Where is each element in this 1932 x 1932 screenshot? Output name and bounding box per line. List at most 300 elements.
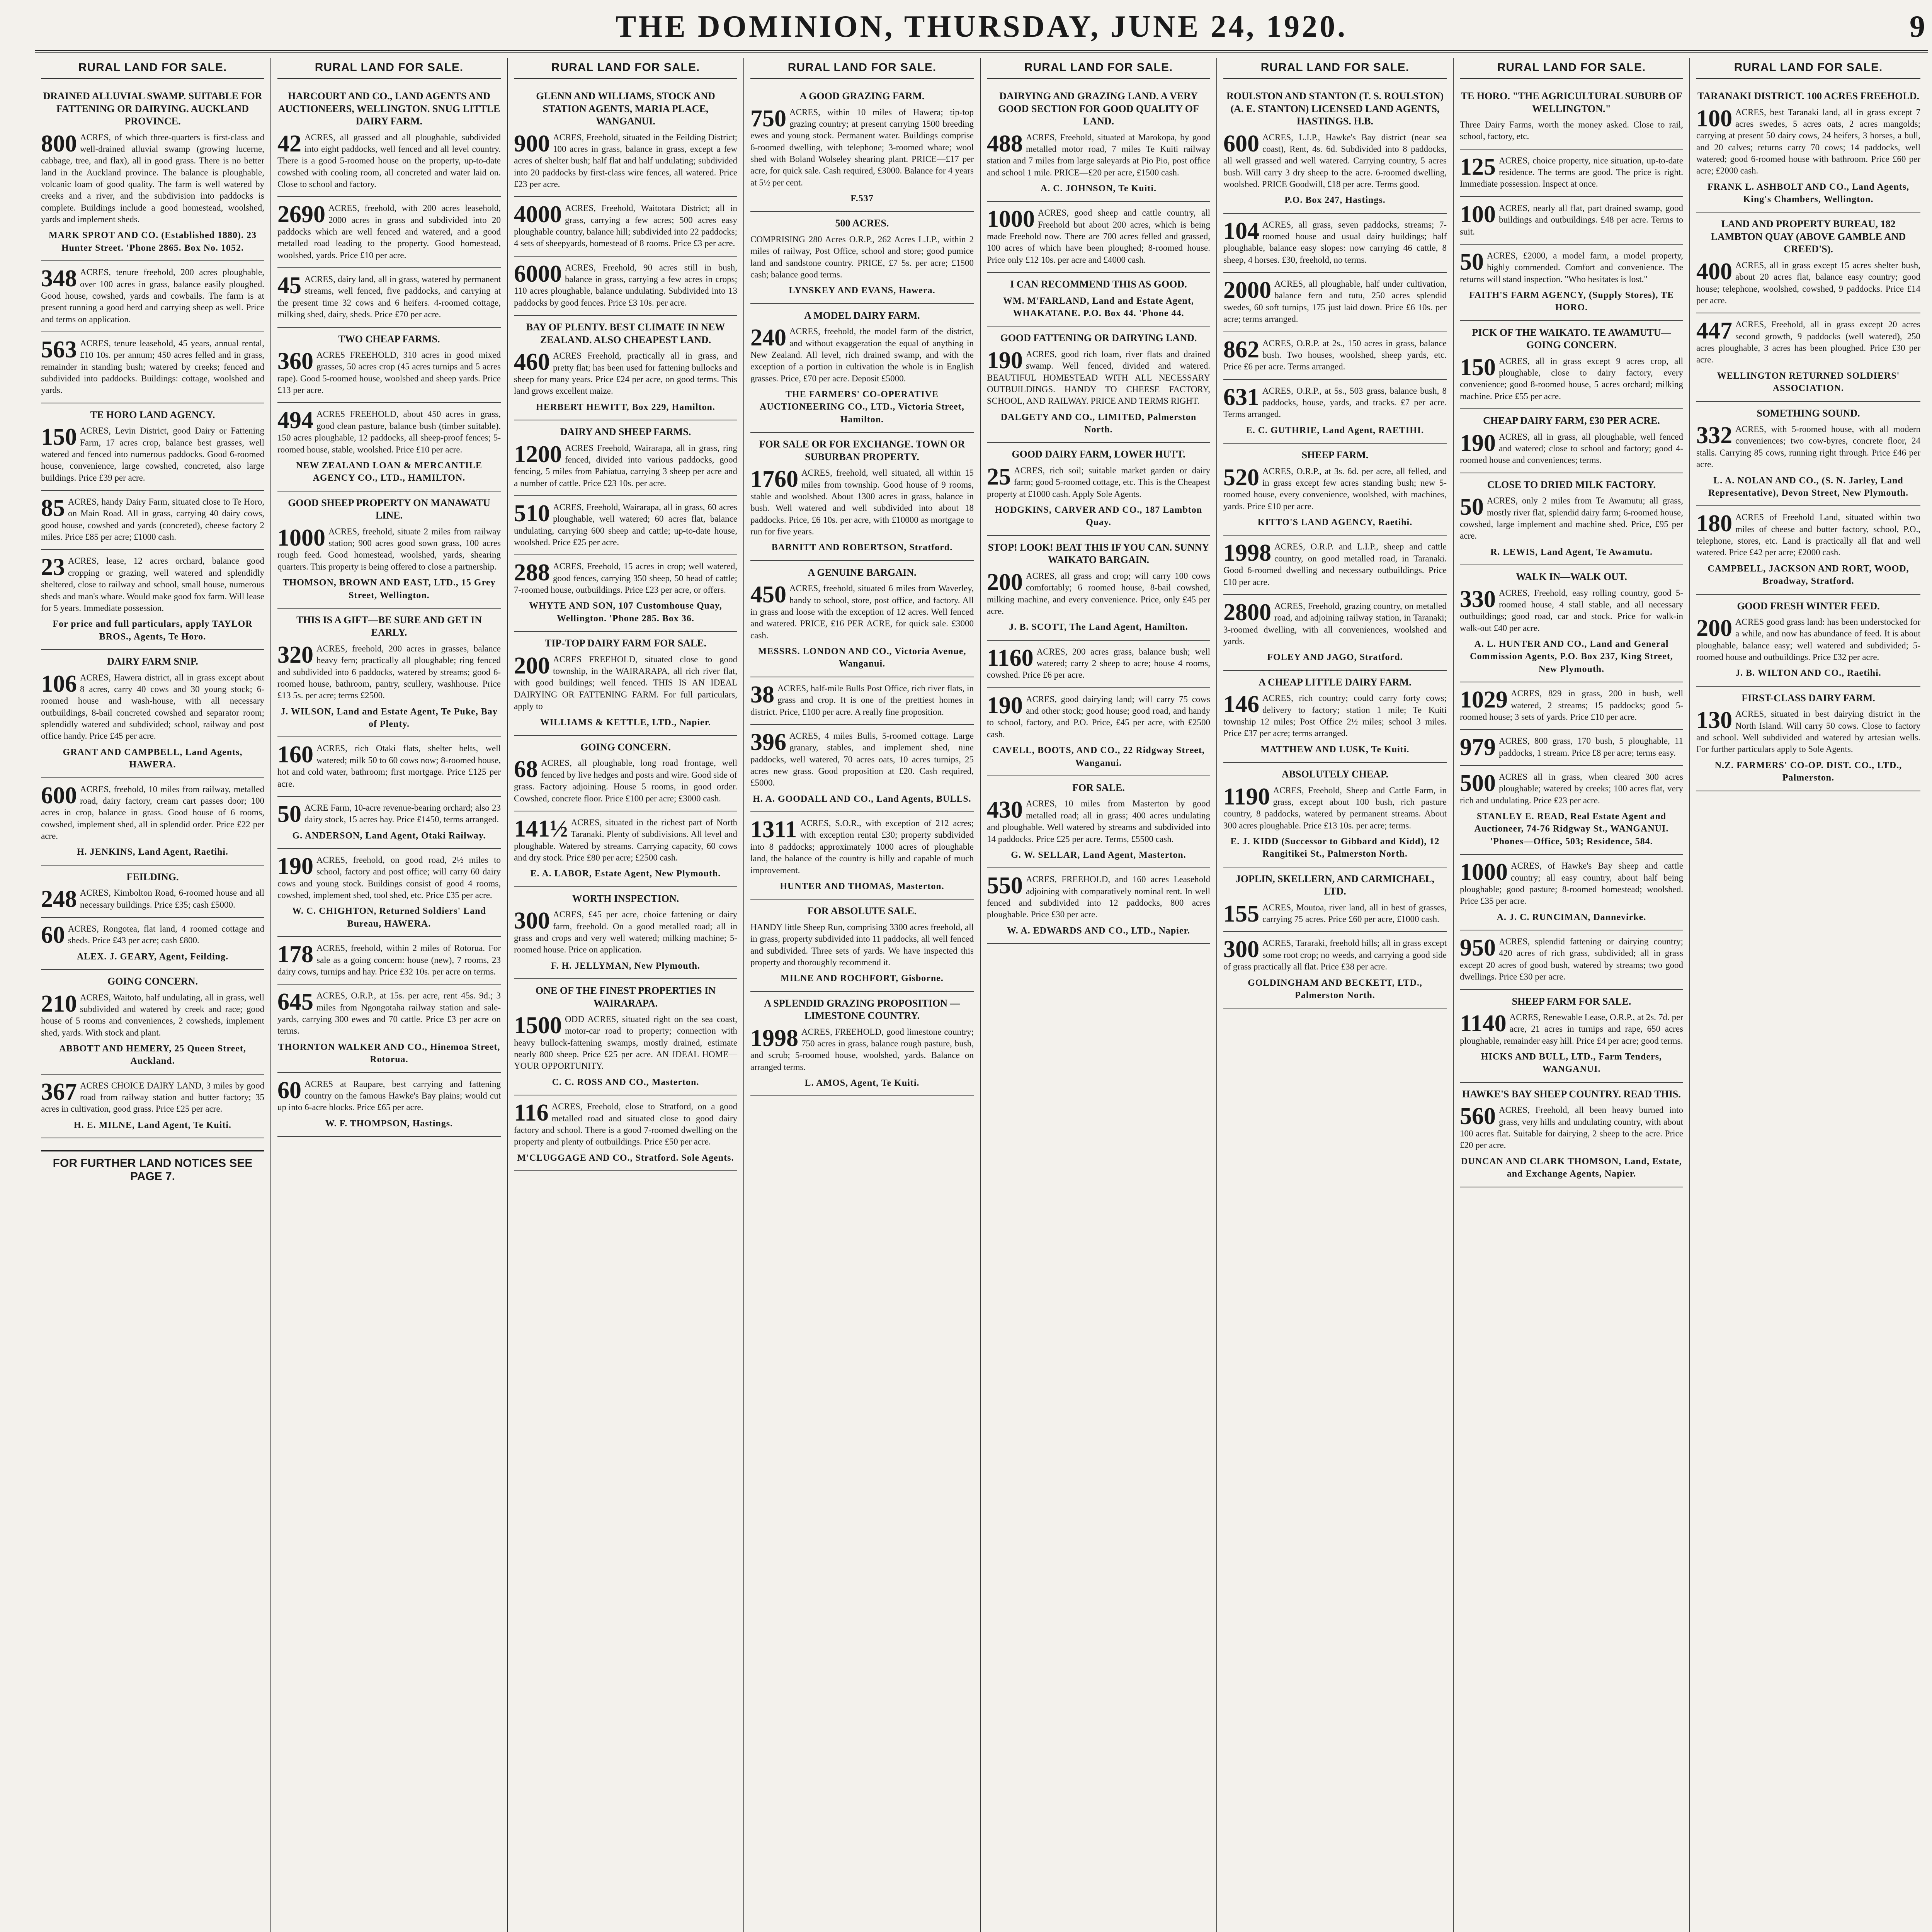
agent-name: H. JENKINS, Land Agent, Raetihi.	[77, 847, 229, 857]
agent-signature	[987, 849, 1210, 861]
acreage-figure: 1000	[987, 206, 1035, 233]
acreage-figure: 488	[987, 130, 1023, 157]
acreage-figure: 520	[1223, 464, 1259, 491]
agent-signature	[987, 925, 1210, 937]
ad-heading: FIRST-CLASS DAIRY FARM.	[1742, 692, 1875, 704]
acreage-figure: 200	[514, 652, 550, 679]
ad-text: ACRES FREEHOLD, situated close to good township, in the WAIRARAPA, all rich river flat, with good buildings; well fenced. THIS IS AN IDEAL DAIRYING OR FATTENING FARM. For full particulars, apply to	[514, 654, 737, 711]
acreage-figure: 862	[1223, 336, 1259, 363]
ad-body	[41, 784, 264, 842]
agent-signature	[750, 972, 974, 985]
ad-body	[41, 496, 264, 543]
land-advertisement	[1223, 536, 1447, 595]
ad-body	[750, 234, 974, 281]
acreage-figure: 141½	[514, 815, 568, 842]
acreage-figure: 210	[41, 990, 77, 1017]
ad-text: ACRES, all in grass except 9 acres crop, all ploughable, close to dairy factory, every convenience; good 8-roomed house, 5 acres orchard; milking machine. Price £55 per acre.	[1460, 356, 1683, 401]
land-advertisement	[277, 328, 501, 403]
land-advertisement	[987, 85, 1210, 202]
land-advertisement	[750, 212, 974, 304]
ad-text: ACRES, Kimbolton Road, 6-roomed house and all necessary buildings. Price £35; cash £5000.	[80, 888, 264, 910]
agent-name: HUNTER AND THOMAS, Masterton.	[780, 881, 944, 891]
land-advertisement	[987, 776, 1210, 868]
ad-text: ACRES, lease, 12 acres orchard, balance good cropping or grazing, well watered and splendidly sheltered, close to railway and school, small house, numerous sheds and man's whare. Would make good fox farm. Will lease for 5 years. Immediate possession.	[41, 556, 264, 613]
land-advertisement	[1460, 85, 1683, 150]
ad-text: ACRE Farm, 10-acre revenue-bearing orchard; also 23 dairy stock, 15 acres hay. Price £1450, terms arranged.	[304, 803, 501, 825]
acreage-figure: 100	[1460, 201, 1496, 228]
agent-signature	[1223, 977, 1447, 1002]
land-advertisement	[41, 491, 264, 550]
agent-name: E. J. KIDD (Successor to Gibbard and Kidd), 12 Rangitikei St., Palmerston North.	[1230, 836, 1440, 859]
column-8	[1690, 58, 1927, 1932]
land-advertisement	[277, 797, 501, 849]
ad-body	[41, 338, 264, 396]
agent-name: W. A. EDWARDS AND CO., LTD., Napier.	[1007, 925, 1190, 936]
land-advertisement	[750, 85, 974, 212]
column-4	[744, 58, 981, 1932]
ad-heading: A GOOD GRAZING FARM.	[799, 90, 925, 102]
land-advertisement	[1223, 332, 1447, 380]
agent-signature	[750, 645, 974, 670]
ad-body	[1696, 616, 1920, 663]
ad-text: ACRES, 10 miles from Masterton by good metalled road; all in grass; 400 acres undulating and ploughable. Well watered by streams and subdivided into 14 paddocks. Price £25 per acre. Terms, £5500 cash.	[987, 799, 1210, 844]
ad-body	[1460, 202, 1683, 238]
land-advertisement	[277, 985, 501, 1073]
land-advertisement	[1223, 671, 1447, 763]
agent-name: H. A. GOODALL AND CO., Land Agents, BULLS.	[753, 794, 971, 804]
ad-text: ACRES, freehold, with 200 acres leasehold, 2000 acres in grass and subdivided into 20 paddocks which are well fenced and watered, and a good metalled road leading to the property. Good homestead, woolshed, yards. Price £10 per acre.	[277, 203, 501, 260]
ad-text: ACRES, Freehold, situated at Marokopa, by good metalled motor road, 7 miles Te Kuiti railway station and 7 miles from large saleyards at Pio Pio, post office and school 1 mile. PRICE—£20 per acre, £1500 cash.	[987, 132, 1210, 177]
ad-text: ACRES, of Hawke's Bay sheep and cattle country; all easy country, about half being ploughable; good pasture; 8-roomed homestead; woolshed. Price £35 per acre.	[1460, 861, 1683, 906]
agent-name: E. A. LABOR, Estate Agent, New Plymouth.	[530, 869, 721, 879]
land-advertisement	[41, 778, 264, 866]
land-advertisement	[514, 811, 737, 887]
acreage-figure: 160	[277, 742, 313, 768]
page-number: 9	[1910, 10, 1925, 44]
land-advertisement	[277, 937, 501, 985]
ad-text: ACRES, O.R.P. at 2s., 150 acres in grass, balance bush. Two houses, woolshed, sheep yards, etc. Price £6 per acre. Terms arranged.	[1223, 338, 1447, 372]
ad-body	[987, 207, 1210, 266]
acreage-figure: 563	[41, 336, 77, 363]
ad-body	[1223, 278, 1447, 325]
ad-body	[1460, 771, 1683, 806]
ad-text: ACRES, Freehold, Wairarapa, all in grass, 60 acres ploughable, well watered; 60 acres flat, balance undulating, carrying 600 sheep and cattle; up-to-date house, woolshed. Price £25 per acre.	[514, 502, 737, 548]
ad-text: ACRES, good dairying land; will carry 75 cows and other stock; good house; good road, and handy to school, factory, and P.O. Price, £45 per acre, with £2500 cash.	[987, 694, 1210, 739]
ad-heading: ONE OF THE FINEST PROPERTIES IN WAIRARAPA.	[536, 985, 716, 1009]
acreage-figure: 6000	[514, 260, 562, 287]
ad-body	[987, 570, 1210, 617]
land-advertisement	[514, 316, 737, 420]
ad-body	[514, 817, 737, 864]
ad-text: ACRES, rich Otaki flats, shelter belts, well watered; milk 50 to 60 cows now; 8-roomed house, hot and cold water, bathroom; first mortgage. Price £125 per acre.	[277, 743, 501, 789]
agent-signature	[750, 793, 974, 805]
acreage-figure: 60	[41, 922, 65, 948]
land-advertisement	[750, 900, 974, 992]
agent-signature	[1223, 516, 1447, 529]
agent-name: A. L. HUNTER AND CO., Land and General Commission Agents, P.O. Box 237, King Street, New Plymouth.	[1470, 639, 1673, 674]
agent-name: ABBOTT AND HEMERY, 25 Queen Street, Auckland.	[59, 1043, 246, 1066]
ad-text: ACRES, FREEHOLD, good limestone country; 750 acres in grass, balance rough pasture, bush, and scrub; 5-roomed house, woolshed, yards. Balance on arranged terms.	[750, 1027, 974, 1072]
acreage-figure: 180	[1696, 510, 1732, 537]
land-advertisement	[277, 268, 501, 327]
classified-columns	[35, 58, 1928, 1932]
agent-name: BARNITT AND ROBERTSON, Stratford.	[771, 543, 953, 553]
ad-text: ACRES, freehold, situate 2 miles from railway station; 900 acres good sown grass, 100 acres rough feed. Good homestead, woolshed, yards, shearing quarters. This property is being offered to close a partnership.	[277, 526, 501, 571]
ad-body	[750, 583, 974, 641]
agent-name: N.Z. FARMERS' CO-OP. DIST. CO., LTD., Palmerston.	[1714, 760, 1902, 783]
ad-body	[514, 654, 737, 713]
column-6	[1217, 58, 1454, 1932]
ad-body	[1696, 423, 1920, 470]
land-advertisement	[1460, 321, 1683, 409]
ad-body	[514, 502, 737, 548]
acreage-figure: 190	[1460, 430, 1496, 456]
ad-text: COMPRISING 280 Acres O.R.P., 262 Acres L.I.P., within 2 miles of railway, Post Office, school and store; good pumice land and sandstone country. PRICE, £7 5s. per acre; £1500 cash; balance good terms.	[750, 234, 974, 279]
acreage-figure: 1000	[277, 524, 325, 551]
agent-name: GRANT AND CAMPBELL, Land Agents, HAWERA.	[63, 747, 243, 770]
acreage-figure: 750	[750, 105, 786, 132]
ad-body	[277, 942, 501, 978]
ad-heading: BAY OF PLENTY. BEST CLIMATE IN NEW ZEALAND. ALSO CHEAPEST LAND.	[526, 321, 725, 345]
acreage-figure: 460	[514, 349, 550, 376]
agent-name: DALGETY AND CO., LIMITED, Palmerston North.	[1000, 412, 1197, 435]
column-7	[1454, 58, 1690, 1932]
ad-heading: FOR ABSOLUTE SALE.	[807, 905, 917, 917]
ad-heading: A GENUINE BARGAIN.	[808, 566, 917, 578]
acreage-figure: 396	[750, 729, 786, 755]
acreage-figure: 130	[1696, 707, 1732, 734]
ad-text: ACRES, tenure freehold, 200 acres ploughable, over 100 acres in grass, balance easily ploughed. Good house, cowshed, yards and cowbails. The farm is at present running a good herd and carrying sheep as well. Price and terms on application.	[41, 267, 264, 324]
land-advertisement	[1460, 245, 1683, 321]
ad-text: ACRES, O.R.P., at 3s. 6d. per acre, all felled, and in grass except few acres standing bush; new 5-roomed house, every convenience, woolshed, with machines, yards. Price £10 per acre.	[1223, 466, 1447, 511]
ad-body	[1460, 250, 1683, 285]
land-advertisement	[1223, 595, 1447, 671]
ad-body	[277, 643, 501, 702]
ad-text: ACRES, freehold, well situated, all within 15 miles from township. Good house of 9 rooms, stable and woolshed. About 1300 acres in grass, balance in bush. Well watered and well subdivided into about 18 paddocks. Price, £6 10s. per acre, with £10000 as mortgage to run for five years.	[750, 468, 974, 536]
ad-body	[1223, 785, 1447, 832]
ad-text: ACRES, good sheep and cattle country, all Freehold but about 200 acres, which is being made Freehold now. There are 700 acres felled and grassed, 100 acres of which have been ploughed; 8-roomed house. Price only £12 10s. per acre and £4000 cash.	[987, 208, 1210, 265]
agent-name: WILLIAMS & KETTLE, LTD., Napier.	[540, 717, 711, 728]
agent-signature	[987, 182, 1210, 195]
ad-text: ACRES, Freehold, all in grass except 20 acres second growth, 9 paddocks (well watered), 250 acres ploughable, 3 acres has been ploughed. Price £30 per acre.	[1696, 320, 1920, 365]
ad-text: ACRES, nearly all flat, part drained swamp, good buildings and outbuildings. £48 per acre. Terms to suit.	[1460, 203, 1683, 236]
column-heading: RURAL LAND FOR SALE.	[41, 58, 264, 79]
ad-body	[41, 555, 264, 614]
agent-name: ALEX. J. GEARY, Agent, Feilding.	[77, 951, 229, 962]
land-advertisement	[987, 868, 1210, 944]
agent-name: FOLEY AND JAGO, Stratford.	[1267, 652, 1403, 663]
acreage-figure: 510	[514, 500, 550, 527]
acreage-figure: 360	[277, 348, 313, 375]
acreage-figure: 494	[277, 407, 313, 434]
ad-body	[277, 202, 501, 261]
ad-text: ACRES, freehold, 10 miles from railway, metalled road, dairy factory, cream cart passes door; 100 acres in crop, balance in grass. Good house of 6 rooms, cowshed, implement shed, all in splendid order. Price £22 per acre.	[41, 784, 264, 841]
ad-body	[987, 798, 1210, 845]
ad-text: ODD ACRES, situated right on the sea coast, motor-car road to property; connection with heavy bullock-fattening swamps, mostly drained, estimate nearly 800 sheep. Price £25 per acre. AN IDEAL HOME—YOUR OPPORTUNITY.	[514, 1014, 737, 1071]
column-heading: RURAL LAND FOR SALE.	[1460, 58, 1683, 79]
ad-body	[1460, 1012, 1683, 1047]
acreage-figure: 1998	[1223, 540, 1271, 566]
acreage-figure: 288	[514, 560, 550, 586]
agent-name: HICKS AND BULL, LTD., Farm Tenders, WANGANUI.	[1481, 1052, 1662, 1075]
acreage-figure: 979	[1460, 734, 1496, 761]
land-advertisement	[1696, 313, 1920, 401]
land-advertisement	[41, 650, 264, 778]
agent-name: F. H. JELLYMAN, New Plymouth.	[551, 961, 700, 971]
land-advertisement	[1696, 595, 1920, 687]
ad-heading: JOPLIN, SKELLERN, AND CARMICHAEL, LTD.	[1235, 873, 1435, 897]
ad-heading: HAWKE'S BAY SHEEP COUNTRY. READ THIS.	[1462, 1088, 1681, 1100]
ad-text: ACRES, freehold, the model farm of the district, and without exaggeration the equal of anything in New Zealand. All level, rich drained swamp, and with the exception of a portion in cultivation the whole is in English grasses. Price, £70 per acre. Deposit £5000.	[750, 327, 974, 383]
agent-signature	[987, 621, 1210, 633]
land-advertisement	[514, 1095, 737, 1171]
agent-signature	[987, 295, 1210, 320]
acreage-figure: 1000	[1460, 859, 1508, 886]
ad-body	[750, 818, 974, 876]
ad-body	[1223, 902, 1447, 925]
ad-body	[514, 132, 737, 190]
agent-name: FRANK L. ASHBOLT AND CO., Land Agents, King's Chambers, Wellington.	[1707, 182, 1910, 205]
land-advertisement	[1460, 409, 1683, 473]
land-advertisement	[987, 273, 1210, 327]
land-advertisement	[1460, 565, 1683, 682]
column-1	[35, 58, 271, 1932]
ad-text: ACRES, freehold, on good road, 2½ miles to school, factory and post office; will carry 60 dairy cows and young stock. Buildings consist of good 4 rooms, cowshed, implement shed, tool shed, etc. Price £35 per acre.	[277, 855, 501, 900]
land-advertisement	[514, 420, 737, 496]
ad-text: ACRES, Waitoto, half undulating, all in grass, well subdivided and watered by creek and race; good house of 5 rooms and conveniences, 2 cowsheds, implement shed, yards. With stock and plant.	[41, 992, 264, 1037]
ad-body	[1696, 512, 1920, 558]
acreage-figure: 631	[1223, 384, 1259, 410]
column-heading: RURAL LAND FOR SALE.	[1223, 58, 1447, 79]
agent-signature	[1223, 194, 1447, 206]
ad-heading: GOING CONCERN.	[107, 976, 198, 987]
acreage-figure: 430	[987, 797, 1023, 823]
ad-text: ACRES FREEHOLD, 310 acres in good mixed grasses, 50 acres crop (45 acres turnips and 5 acres rape). Good 5-roomed house, woolshed and sheep yards. Price £13 per acre.	[277, 350, 501, 395]
ad-heading: A SPLENDID GRAZING PROPOSITION —LIMESTONE COUNTRY.	[764, 997, 960, 1022]
ad-body	[41, 132, 264, 226]
acreage-figure: 550	[987, 872, 1023, 899]
ad-text: ACRES, FREEHOLD, and 160 acres Leasehold adjoining with comparatively nominal rent. In well fenced and subdivided into 12 paddocks, 800 acres ploughable. Price £30 per acre.	[987, 874, 1210, 920]
ad-body	[1460, 495, 1683, 542]
ad-text: ACRES CHOICE DAIRY LAND, 3 miles by good road from railway station and butter factory; 35 acres in cultivation, good grass. Price £25 per acre.	[41, 1080, 264, 1114]
agent-signature	[750, 388, 974, 426]
ad-heading: I CAN RECOMMEND THIS AS GOOD.	[1010, 279, 1187, 290]
ad-body	[41, 992, 264, 1039]
ad-text: ACRES, Tararaki, freehold hills; all in grass except some root crop; no weeds, and carrying a good side of grass practically all flat. Price £38 per acre.	[1223, 938, 1447, 972]
land-advertisement	[1696, 402, 1920, 507]
ad-body	[1460, 1104, 1683, 1151]
ad-body	[41, 672, 264, 742]
land-advertisement	[514, 257, 737, 316]
agent-name: MILNE AND ROCHFORT, Gisborne.	[781, 973, 944, 984]
ad-text: ACRES, dairy land, all in grass, watered by permanent streams, well fenced, five paddocks, and carrying at the present time 32 cows and 6 heifers. 4-roomed cottage, milking shed, dairy, sheds. Price £70 per acre.	[277, 274, 501, 320]
ad-body	[1696, 708, 1920, 755]
agent-name: A. C. JOHNSON, Te Kuiti.	[1040, 183, 1157, 194]
ad-text: ACRES, Moutoa, river land, all in best of grasses, carrying 75 acres. Price £60 per acre, £1000 cash.	[1262, 902, 1447, 924]
ad-text: ACRES, rich country; could carry forty cows; delivery to factory; station 1 mile; Te Kuiti township 12 miles; Post Office 2½ miles; school 3 miles. Price £37 per acre; terms arranged.	[1223, 693, 1447, 738]
ad-body	[277, 132, 501, 190]
acreage-figure: 332	[1696, 422, 1732, 449]
agent-signature	[1223, 651, 1447, 663]
ad-text: ACRES, choice property, nice situation, up-to-date residence. The terms are good. The price is right. Immediate possession. Inspect at once.	[1460, 155, 1683, 189]
land-advertisement	[987, 443, 1210, 536]
ad-text: ACRES, all ploughable, long road frontage, well fenced by live hedges and posts and wire. Good side of grass. Factory adjoining. House 5 rooms, in good order. Cowshed, concrete floor. Price £100 per acre; £3000 cash.	[514, 758, 737, 803]
ad-text: ACRES, freehold, 200 acres in grasses, balance heavy fern; practically all ploughable; ring fenced and subdivided into 6 paddocks, watered by streams; good 6-roomed house, bathroom, pantry, scullery, washhouse. Price £13 5s. per acre; terms £2500.	[277, 643, 501, 701]
acreage-figure: 2000	[1223, 277, 1271, 304]
agent-signature	[1460, 1155, 1683, 1180]
agent-name: M'CLUGGAGE AND CO., Stratford. Sole Agents.	[517, 1153, 734, 1163]
land-advertisement	[41, 261, 264, 332]
acreage-figure: 100	[1696, 105, 1732, 132]
agent-signature	[1460, 638, 1683, 675]
agent-name: J. WILSON, Land and Estate Agent, Te Puke, Bay of Plenty.	[281, 706, 498, 730]
ad-text: ACRES, splendid fattening or dairying country; 420 acres of rich grass, subdivided; all in grass except 20 acres of good bush, watered by streams; two good dwellings. Price £30 per acre.	[1460, 937, 1683, 982]
acreage-figure: 150	[1460, 354, 1496, 381]
acreage-figure: 178	[277, 941, 313, 968]
acreage-figure: 155	[1223, 900, 1259, 927]
ad-text: ACRES, Renewable Lease, O.R.P., at 2s. 7d. per acre, 21 acres in turnips and rape, 650 acres ploughable, remainder easy hill. Price £4 per acre; good terms.	[1460, 1012, 1683, 1046]
agent-signature	[1460, 911, 1683, 923]
agent-signature	[1460, 1051, 1683, 1076]
ad-body	[41, 923, 264, 947]
land-advertisement	[1460, 730, 1683, 766]
column-heading: RURAL LAND FOR SALE.	[1696, 58, 1920, 79]
ad-text: ACRES good grass land: has been understocked for a while, and now has abundance of feed. It is about ploughable, balance easy; well watered and subdivided; 5-roomed house and outbuildings. Price £32 per acre.	[1696, 617, 1920, 662]
acreage-figure: 1190	[1223, 783, 1270, 810]
land-advertisement	[1460, 197, 1683, 245]
land-advertisement	[277, 849, 501, 937]
agent-signature	[41, 1043, 264, 1068]
ad-heading: LAND AND PROPERTY BUREAU, 182 LAMBTON QUAY (ABOVE GAMBLE AND CREED'S).	[1711, 218, 1906, 255]
land-advertisement	[1696, 506, 1920, 594]
agent-signature	[987, 504, 1210, 529]
land-advertisement	[1223, 867, 1447, 932]
ad-heading: GOOD FRESH WINTER FEED.	[1737, 600, 1880, 612]
ad-text: ACRES, Freehold, situated in the Feilding District; 100 acres in grass, balance in grass, except a few acres of shelter bush; half flat and half undulating; subdivided into 20 paddocks by first-class wire fences, all watered. Price £23 per acre.	[514, 132, 737, 189]
agent-name: MESSRS. LONDON AND CO., Victoria Avenue, Wanganui.	[758, 646, 966, 669]
ad-heading: DAIRYING AND GRAZING LAND. A VERY GOOD SECTION FOR GOOD QUALITY OF LAND.	[998, 90, 1199, 127]
ad-heading: SHEEP FARM.	[1301, 449, 1369, 461]
agent-signature	[41, 229, 264, 254]
agent-name: H. E. MILNE, Land Agent, Te Kuiti.	[73, 1120, 232, 1130]
ad-body	[1460, 431, 1683, 466]
ad-heading: SHEEP FARM FOR SALE.	[1512, 995, 1631, 1007]
agent-name: HODGKINS, CARVER AND CO., 187 Lambton Quay.	[995, 505, 1202, 528]
ad-body	[1696, 260, 1920, 306]
ad-body	[41, 267, 264, 325]
ad-heading: TARANAKI DISTRICT. 100 ACRES FREEHOLD.	[1697, 90, 1920, 102]
ad-text: Three Dairy Farms, worth the money asked. Close to rail, school, factory, etc.	[1460, 120, 1683, 141]
ad-text: ACRES, situated in best dairying district in the North Island. Will carry 50 cows. Close to factory and school. Well subdivided and watered by artesian wells. For further particulars apply to Sole Agents.	[1696, 709, 1920, 754]
ad-text: ACRES, within 10 miles of Hawera; tip-top grazing country; at present carrying 1500 breeding ewes and young stock. Permanent water. Buildings comprise 6-roomed dwelling, with telephone; 3-roomed whare; wool shed with Boland Wolseley shearing plant. PRICE—£17 per acre, for quick sale. Cash required, £3000. Balance for 4 years at 5½ per cent.	[750, 107, 974, 187]
agent-signature	[1696, 667, 1920, 679]
land-advertisement	[1696, 687, 1920, 791]
ad-text: ACRES, £2000, a model farm, a model property, highly commended. Comfort and convenience. The returns will stand inspection. "Who hesitates is lost."	[1460, 250, 1683, 284]
ad-heading: DRAINED ALLUVIAL SWAMP. SUITABLE FOR FATTENING OR DAIRYING. AUCKLAND PROVINCE.	[43, 90, 262, 127]
ad-body	[1460, 119, 1683, 143]
acreage-figure: 400	[1696, 258, 1732, 285]
ad-heading: A MODEL DAIRY FARM.	[804, 310, 920, 321]
agent-signature	[514, 401, 737, 413]
acreage-figure: 1500	[514, 1012, 562, 1039]
agent-signature	[1223, 743, 1447, 756]
ad-body	[277, 408, 501, 455]
land-advertisement	[514, 736, 737, 811]
ad-text: ACRES Freehold, practically all in grass, and pretty flat; has been used for fattening bullocks and sheep for many years. Price £24 per acre, on good terms. This land grows excellent maize.	[514, 351, 737, 396]
agent-signature	[514, 960, 737, 972]
agent-name: CAVELL, BOOTS, AND CO., 22 Ridgway Street, Wanganui.	[992, 745, 1205, 768]
ad-text: ACRES, with 5-roomed house, with all modern conveniences; two cow-byres, concrete floor, 24 stalls. Carrying 85 cows, running right through. Price £46 per acre.	[1696, 424, 1920, 469]
ad-body	[1223, 692, 1447, 739]
agent-signature	[514, 1076, 737, 1088]
land-advertisement	[277, 403, 501, 491]
ad-text: ACRES, Hawera district, all in grass except about 8 acres, carry 40 cows and 30 young stock; 6-roomed house and wash-house, with all necessary outbuildings, 8-bail concreted cowshed and separator room; splendidly watered and subdivided; school, railway and post office handy. Price £45 per acre.	[41, 672, 264, 741]
agent-signature	[514, 867, 737, 880]
land-advertisement	[277, 492, 501, 609]
acreage-figure: 600	[41, 782, 77, 809]
acreage-figure: 1160	[987, 645, 1034, 671]
agent-name: MARK SPROT AND CO. (Established 1880). 23 Hunter Street. 'Phone 2865. Box No. 1052.	[49, 230, 257, 253]
agent-signature	[277, 459, 501, 485]
land-advertisement	[41, 85, 264, 261]
acreage-figure: 4000	[514, 201, 562, 228]
ad-body	[750, 1026, 974, 1073]
column-3	[508, 58, 744, 1932]
agent-name: FAITH'S FARM AGENCY, (Supply Stores), TE HORO.	[1469, 290, 1674, 313]
land-advertisement	[514, 887, 737, 979]
ad-text: ACRES, all ploughable, half under cultivation, balance fern and tutu, 250 acres splendid swedes, 60 soft turnips, 175 just laid down. Price £6 10s. per acre; terms arranged.	[1223, 279, 1447, 324]
ad-heading: DAIRY FARM SNIP.	[107, 656, 198, 667]
ad-body	[277, 802, 501, 826]
agent-name: HERBERT HEWITT, Box 229, Hamilton.	[536, 402, 715, 412]
ad-body	[514, 442, 737, 489]
ad-body	[1460, 688, 1683, 723]
agent-signature	[750, 1077, 974, 1089]
ad-text: ACRES, Levin District, good Dairy or Fattening Farm, 17 acres crop, balance best grasses, well watered and fenced into numerous paddocks. Good 6-roomed house, convenience, large cowshed, concreted, also large buildings. Price £39 per acre.	[41, 426, 264, 483]
ad-text: ACRES FREEHOLD, about 450 acres in grass, good clean pasture, balance bush (timber suitable). 150 acres ploughable, 12 paddocks, all sheep-proof fences; 5-roomed house, stable, woolshed. Price £10 per acre.	[277, 409, 501, 454]
acreage-figure: 104	[1223, 218, 1259, 244]
acreage-figure: 50	[277, 801, 301, 827]
acreage-figure: 500	[1460, 770, 1496, 796]
agent-signature	[277, 1041, 501, 1066]
column-heading: RURAL LAND FOR SALE.	[514, 58, 737, 79]
ad-text: ACRES, Freehold, grazing country, on metalled road, and adjoining railway station, in Taranaki; 3-roomed dwelling, with all conveniences, woolshed and yards.	[1223, 601, 1447, 646]
ad-body	[1696, 107, 1920, 177]
ad-heading: GOOD FATTENING OR DAIRYING LAND.	[1000, 332, 1197, 344]
ad-body	[987, 694, 1210, 740]
column-heading: RURAL LAND FOR SALE.	[987, 58, 1210, 79]
agent-signature	[1696, 474, 1920, 500]
ad-text: ACRES, S.O.R., with exception of 212 acres; with exception rental £30; property subdivided into 8 paddocks; approximately 1000 acres of ploughable land, the balance of the country is hilly and capable of much improvement.	[750, 818, 974, 875]
agent-signature	[1460, 546, 1683, 558]
agent-name: A. J. C. RUNCIMAN, Dannevirke.	[1497, 912, 1646, 922]
ad-heading: THIS IS A GIFT—BE SURE AND GET IN EARLY.	[296, 614, 482, 638]
land-advertisement	[277, 609, 501, 738]
ad-text: ACRES, Freehold, easy rolling country, good 5-roomed house, 4 stall stable, and all necessary outbuildings; good road, car and stock. Price for walk-in walk-out £40 per acre.	[1460, 588, 1683, 633]
agent-signature	[277, 1117, 501, 1130]
acreage-figure: 950	[1460, 935, 1496, 961]
ad-body	[1223, 466, 1447, 512]
agent-name: CAMPBELL, JACKSON AND RORT, WOOD, Broadway, Stratford.	[1708, 563, 1909, 587]
agent-signature	[987, 411, 1210, 436]
agent-name: MATTHEW AND LUSK, Te Kuiti.	[1260, 744, 1410, 755]
land-advertisement	[277, 1073, 501, 1137]
ad-heading: GOING CONCERN.	[580, 741, 671, 753]
land-advertisement	[277, 737, 501, 796]
land-advertisement	[1223, 85, 1447, 214]
ad-body	[514, 909, 737, 956]
ad-text: ACRES, rich soil; suitable market garden or dairy farm; good 5-roomed cottage, etc. This is the Cheapest property at £1000 cash. Apply Sole Agents.	[987, 465, 1210, 499]
